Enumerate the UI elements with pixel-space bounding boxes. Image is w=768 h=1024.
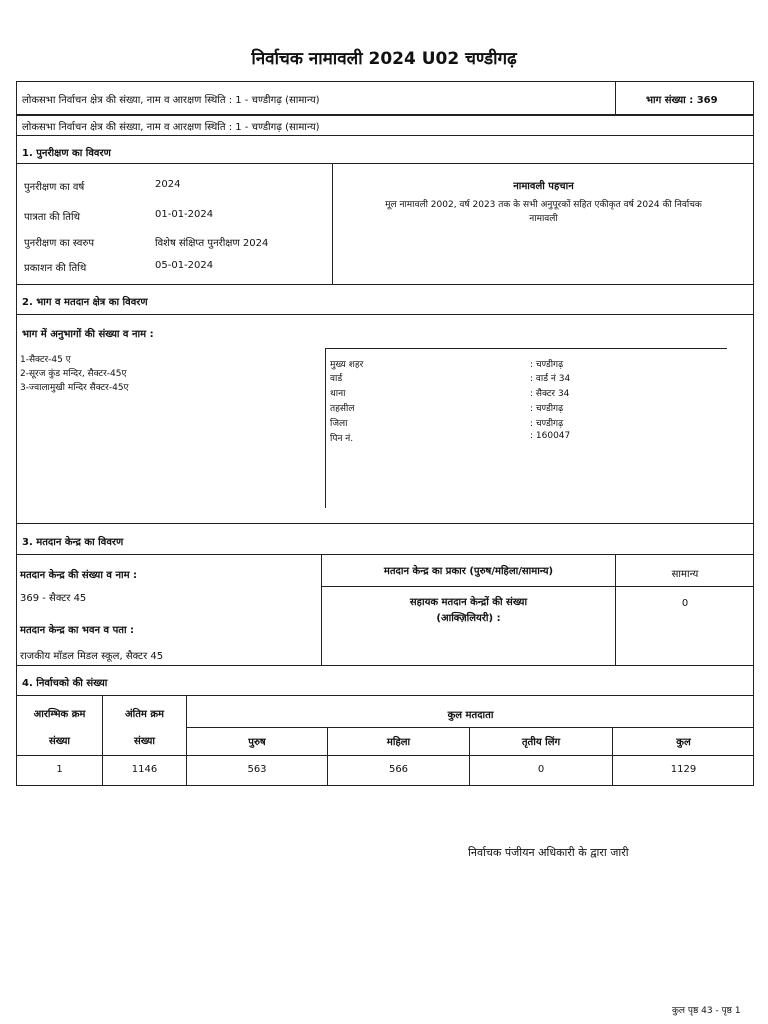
- start-serial-value: 1: [56, 764, 63, 775]
- police-station-label: थाना: [330, 389, 346, 399]
- start-serial-header-1: आरम्भिक क्रम: [33, 709, 86, 720]
- roll-id-heading: नामावली पहचान: [513, 181, 574, 192]
- start-serial-header-2: संख्या: [49, 736, 70, 747]
- section3-heading: 3. मतदान केन्द्र का विवरण: [22, 537, 124, 548]
- end-serial-value: 1146: [131, 764, 158, 775]
- district-label: जिला: [330, 419, 348, 429]
- tehsil-label: तहसील: [330, 404, 355, 414]
- police-station-value: : सैक्टर 34: [530, 389, 570, 399]
- total-count: 1129: [670, 764, 697, 775]
- building-label: मतदान केन्द्र का भवन व पता :: [20, 625, 135, 636]
- publication-date-label: प्रकाशन की तिथि: [24, 263, 87, 274]
- roll-id-text-1: मूल नामावली 2002, वर्ष 2023 तक के सभी अनुपूरकों सहित एकीकृत वर्ष 2024 की निर्वाचक: [385, 200, 702, 210]
- end-serial-header-2: संख्या: [134, 736, 155, 747]
- male-count: 563: [247, 764, 267, 775]
- station-type-value: सामान्य: [671, 569, 699, 580]
- ward-value: : वार्ड नं 34: [530, 374, 571, 384]
- revision-type-label: पुनरीक्षण का स्वरुप: [24, 238, 95, 249]
- station-value: 369 - सैक्टर 45: [20, 593, 87, 604]
- aux-station-label-1: सहायक मतदान केन्द्रों की संख्या: [409, 597, 528, 608]
- female-header: महिला: [386, 737, 411, 748]
- total-voters-header: कुल मतदाता: [447, 710, 494, 721]
- revision-year-label: पुनरीक्षण का वर्ष: [24, 182, 85, 193]
- section-item: 1-सैक्टर-45 ए: [20, 355, 71, 365]
- building-value: राजकीय मॉडल मिडल स्कूल, सैक्टर 45: [20, 651, 164, 662]
- roll-id-text-2: नामावली: [529, 214, 558, 224]
- tehsil-value: : चण्डीगढ़: [530, 404, 564, 414]
- section-item: 3-ज्वालामुखी मन्दिर सैक्टर-45ए: [20, 383, 129, 393]
- revision-year-value: 2024: [155, 179, 181, 190]
- main-town-value: : चण्डीगढ़: [530, 360, 564, 370]
- section4-heading: 4. निर्वाचको की संख्या: [22, 678, 108, 689]
- eligibility-date-label: पात्रता की तिथि: [24, 212, 80, 223]
- sections-subheading: भाग में अनुभागों की संख्या व नाम :: [22, 329, 154, 340]
- female-count: 566: [388, 764, 409, 775]
- ward-label: वार्ड: [330, 374, 343, 384]
- section-item: 2-सूरज कुंड मन्दिर, सैक्टर-45ए: [20, 369, 127, 379]
- main-town-label: मुख्य शहर: [330, 360, 364, 370]
- station-label: मतदान केन्द्र की संख्या व नाम :: [20, 570, 138, 581]
- constituency-line-2: लोकसभा निर्वाचन क्षेत्र की संख्या, नाम व आरक्षण स्थिति : 1 - चण्डीगढ़ (सामान्य): [22, 122, 320, 133]
- pin-value: : 160047: [530, 431, 571, 441]
- station-type-label: मतदान केन्द्र का प्रकार (पुरुष/महिला/सामान्य): [383, 566, 554, 577]
- issued-by: निर्वाचक पंजीयन अधिकारी के द्वारा जारी: [468, 846, 629, 859]
- constituency-line: लोकसभा निर्वाचन क्षेत्र की संख्या, नाम व आरक्षण स्थिति : 1 - चण्डीगढ़ (सामान्य): [22, 95, 320, 106]
- part-number: भाग संख्या : 369: [646, 95, 718, 106]
- male-header: पुरुष: [248, 737, 266, 748]
- aux-station-value: 0: [681, 598, 689, 609]
- pin-label: पिन नं.: [330, 434, 354, 444]
- district-value: : चण्डीगढ़: [530, 419, 564, 429]
- aux-station-label-2: (आक्ज़िलियरी) :: [436, 613, 501, 624]
- section2-heading: 2. भाग व मतदान क्षेत्र का विवरण: [22, 297, 148, 308]
- eligibility-date-value: 01-01-2024: [155, 209, 214, 220]
- end-serial-header-1: अंतिम क्रम: [124, 709, 165, 720]
- third-gender-header: तृतीय लिंग: [521, 737, 561, 748]
- publication-date-value: 05-01-2024: [155, 260, 214, 271]
- section1-heading: 1. पुनरीक्षण का विवरण: [22, 148, 111, 159]
- document-title: निर्वाचक नामावली 2024 U02 चण्डीगढ़: [251, 49, 517, 69]
- page-info: कुल पृष्ठ 43 - पृष्ठ 1: [672, 1006, 741, 1016]
- revision-type-value: विशेष संक्षिप्त पुनरीक्षण 2024: [155, 238, 269, 249]
- total-header: कुल: [676, 737, 691, 748]
- third-gender-count: 0: [537, 764, 545, 775]
